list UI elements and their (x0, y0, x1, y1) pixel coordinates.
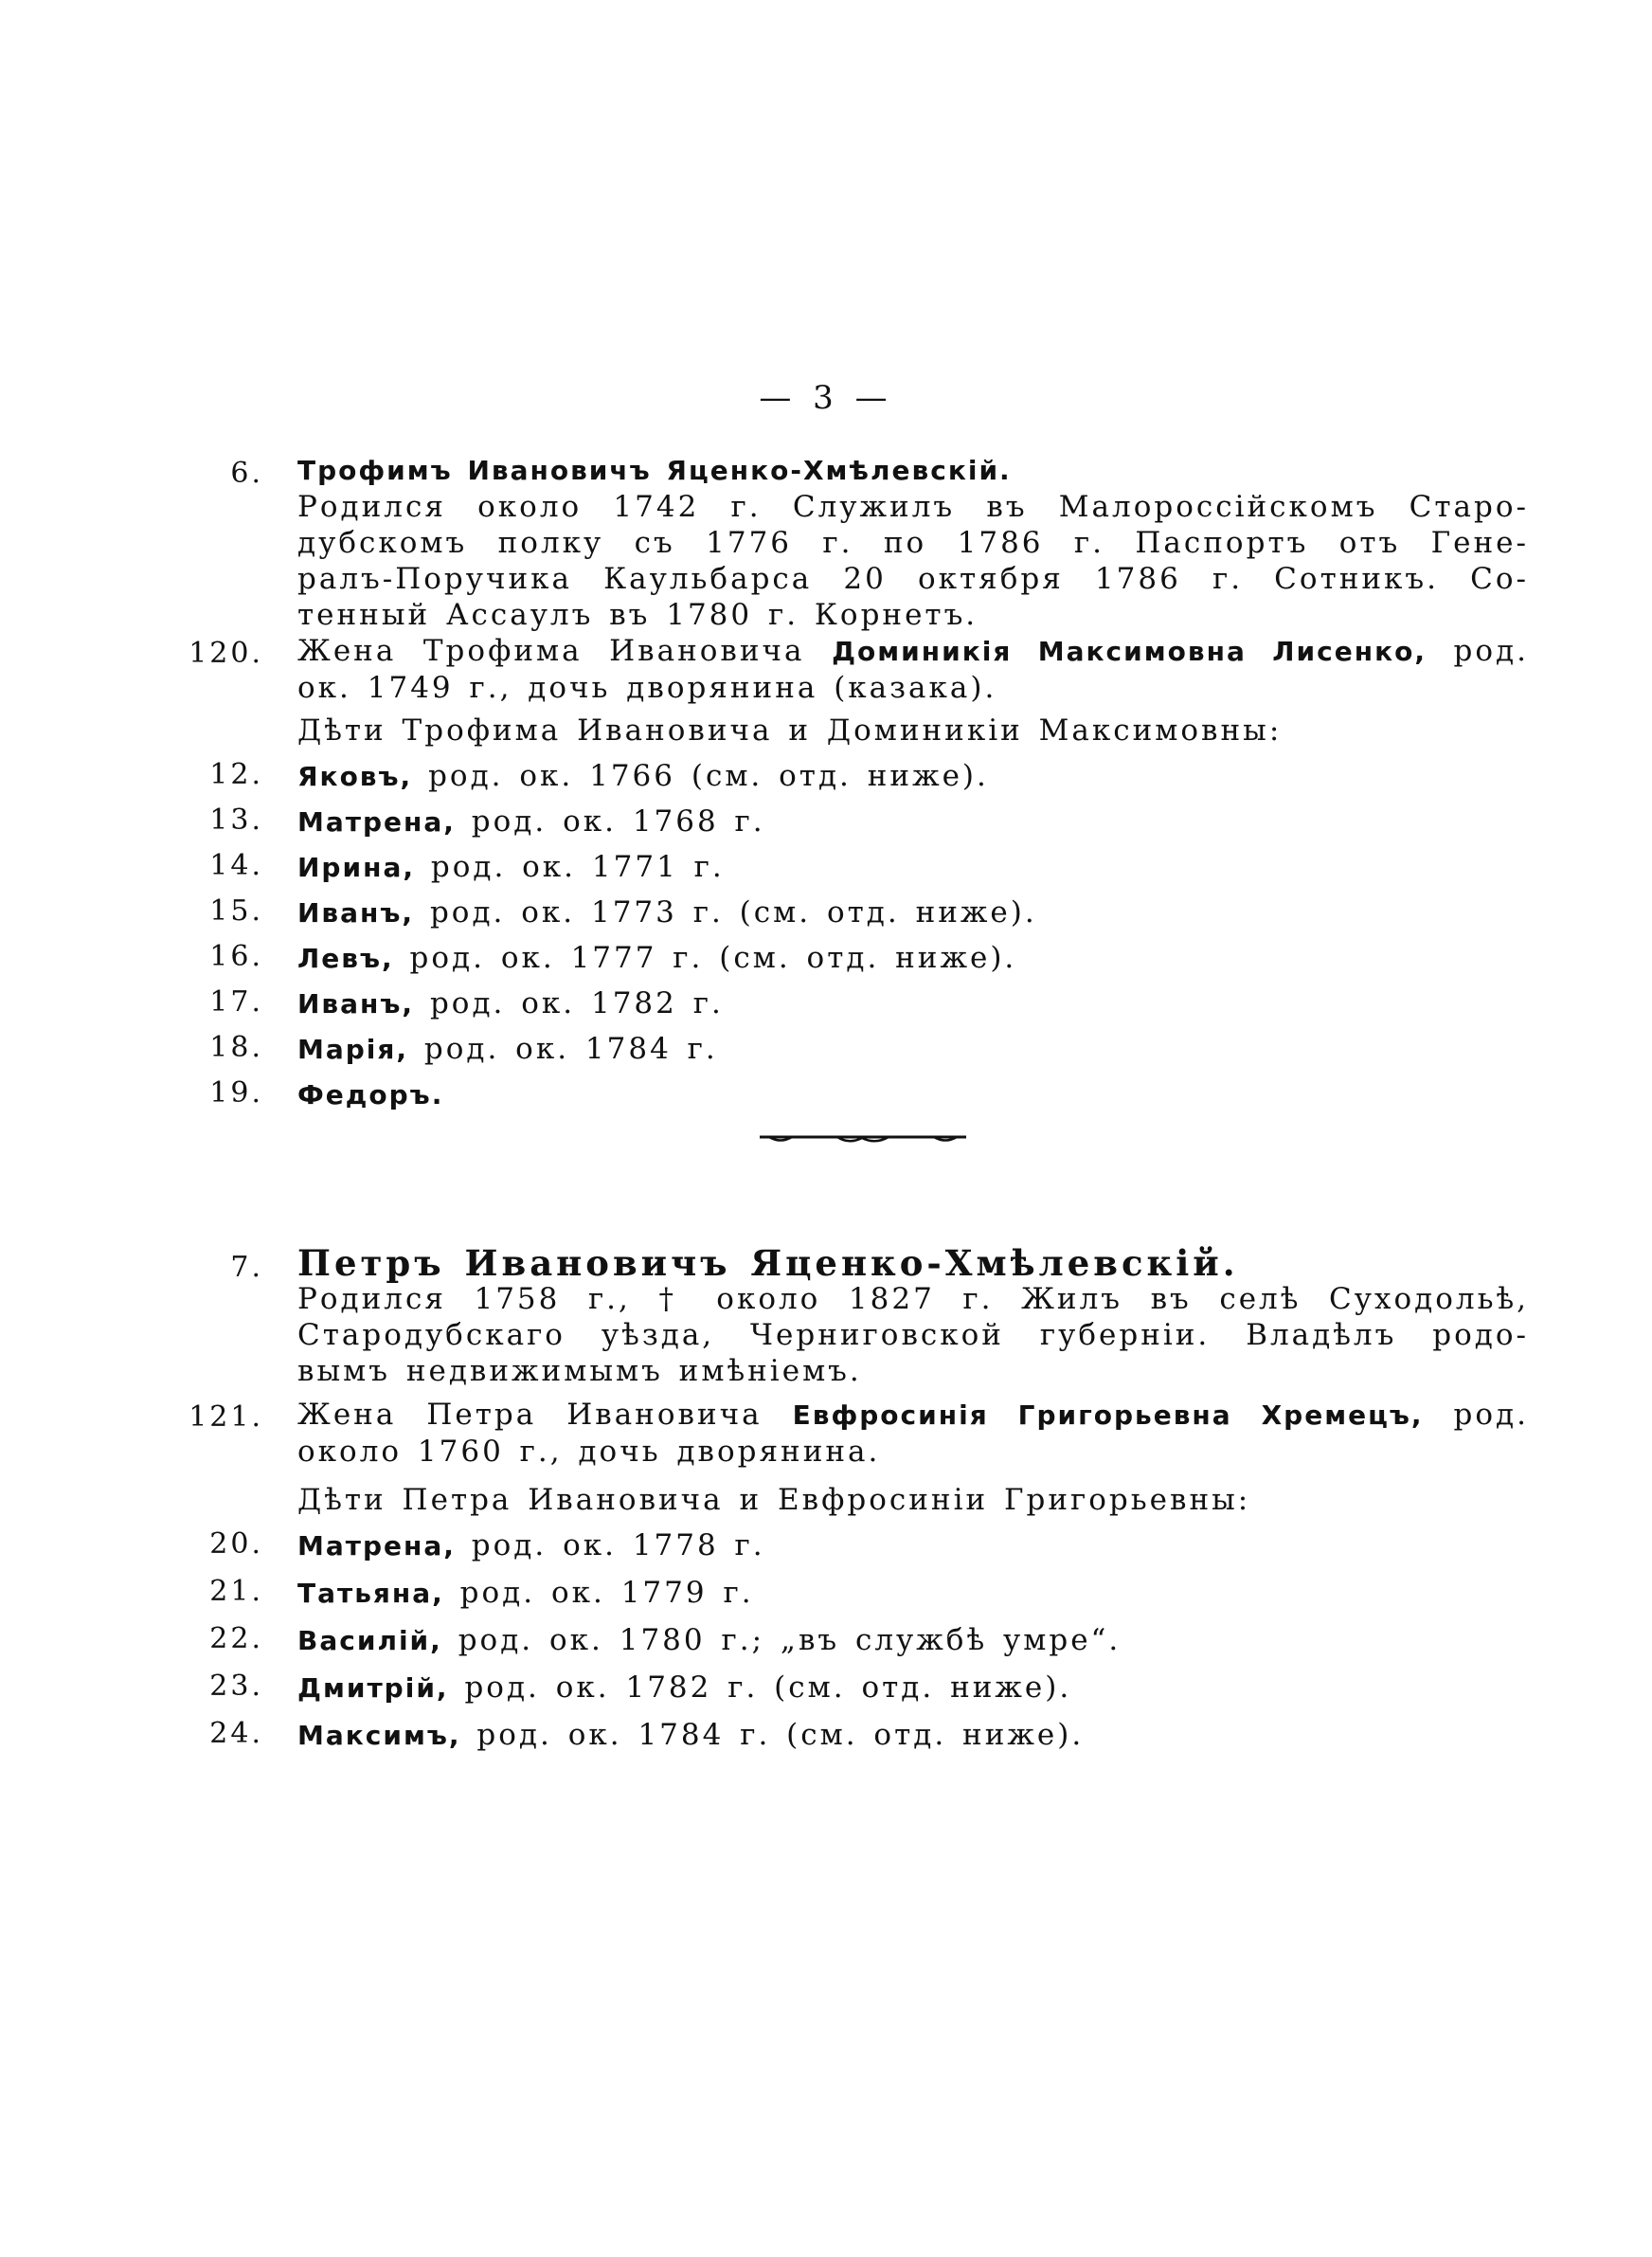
child-detail: род. ок. 1780 г.; „въ службѣ умре“. (458, 1623, 1122, 1657)
spouse-line-2: около 1760 г., дочь дворянина. (297, 1435, 881, 1469)
entry-number: 16. (209, 940, 263, 973)
children-heading: Дѣти Петра Ивановича и Евфросиніи Григорьевны: (297, 1483, 1251, 1517)
child-detail: род. ок. 1771 г. (430, 850, 725, 884)
child-detail: род. ок. 1784 г. (423, 1032, 718, 1066)
bio-line: Родился 1758 г., † около 1827 г. Жилъ въ селѣ Суходольѣ, (297, 1282, 1529, 1316)
spouse-name: Доминикія Максимовна Лисенко, (832, 636, 1427, 667)
entry-number: 121. (189, 1400, 263, 1434)
entry-body (297, 1242, 1529, 1389)
entry-body (297, 633, 1529, 706)
entry-body (297, 1397, 1529, 1470)
entry-number: 24. (209, 1717, 263, 1750)
list-item-text (297, 849, 1529, 886)
list-item-text (297, 1622, 1529, 1659)
child-detail: род. ок. 1768 г. (471, 804, 765, 839)
child-name: Матрена, (297, 806, 456, 838)
entry-number: 6. (230, 457, 263, 490)
entry-number: 7. (230, 1251, 263, 1284)
list-item-text (297, 1575, 1529, 1612)
children-heading: Дѣти Трофима Ивановича и Доминикіи Максимовны: (297, 713, 1283, 748)
entry-number: 19. (209, 1076, 263, 1110)
entry-body (297, 453, 1529, 633)
entry-number: 22. (209, 1622, 263, 1655)
list-item-text (297, 1717, 1529, 1754)
spouse-line-2: ок. 1749 г., дочь дворянина (казака). (297, 671, 997, 705)
bio-line: дубскомъ полку съ 1776 г. по 1786 г. Паспортъ отъ Гене- (297, 526, 1529, 560)
entry-number: 14. (209, 849, 263, 882)
spouse-prefix: Жена Петра Ивановича (297, 1398, 763, 1432)
list-item-text (297, 1670, 1529, 1706)
page-number: — 3 — (759, 379, 893, 417)
child-name: Матрена, (297, 1530, 456, 1562)
child-name: Марія, (297, 1034, 409, 1065)
child-detail: род. ок. 1778 г. (471, 1528, 765, 1562)
child-name: Яковъ, (297, 761, 413, 792)
entry-number: 20. (209, 1527, 263, 1561)
child-detail: род. ок. 1784 г. (см. отд. ниже). (476, 1718, 1085, 1752)
child-detail: род. ок. 1779 г. (459, 1576, 754, 1610)
list-item-text (297, 758, 1529, 795)
bio-line: тенный Ассаулъ въ 1780 г. Корнетъ. (297, 598, 979, 632)
person-name: Петръ Ивановичъ Яценко-Хмѣлевскій. (297, 1242, 1239, 1284)
child-name: Татьяна, (297, 1578, 444, 1609)
child-detail: род. ок. 1782 г. (см. отд. ниже). (464, 1670, 1072, 1705)
list-item-text (297, 1527, 1529, 1564)
person-name: Трофимъ Ивановичъ Яценко-Хмѣлевскій. (297, 455, 1012, 486)
child-detail: род. ок. 1782 г. (429, 986, 724, 1020)
spouse-line (297, 1397, 1529, 1434)
entry-number: 12. (209, 758, 263, 791)
entry-number: 15. (209, 894, 263, 928)
child-name: Дмитрій, (297, 1672, 449, 1704)
bio-line: Стародубскаго уѣзда, Черниговской губерніи. Владѣлъ родо- (297, 1318, 1529, 1352)
list-item-text (297, 1076, 1529, 1113)
child-detail: род. ок. 1773 г. (см. отд. ниже). (429, 895, 1037, 930)
ornament-divider-icon (758, 1134, 968, 1147)
child-detail: род. ок. 1766 (см. отд. ниже). (428, 759, 989, 793)
bio-line: ралъ-Поручика Каульбарса 20 октября 1786 г. Сотникъ. Со- (297, 562, 1529, 596)
child-name: Василій, (297, 1625, 442, 1656)
child-name: Иванъ, (297, 988, 415, 1020)
bio-line: Родился около 1742 г. Служилъ въ Малороссійскомъ Старо- (297, 490, 1529, 524)
child-name: Федоръ. (297, 1079, 444, 1110)
entry-number: 120. (189, 637, 263, 670)
spouse-name: Евфросинія Григорьевна Хремецъ, (792, 1399, 1424, 1431)
child-name: Левъ, (297, 943, 394, 974)
list-item-text (297, 803, 1529, 840)
entry-number: 21. (209, 1575, 263, 1608)
entry-number: 13. (209, 803, 263, 837)
bio-line: вымъ недвижимымъ имѣніемъ. (297, 1354, 862, 1388)
list-item-text (297, 940, 1529, 977)
spouse-suffix: род. (1453, 1398, 1529, 1432)
child-name: Максимъ, (297, 1720, 461, 1751)
entry-number: 18. (209, 1031, 263, 1064)
entry-number: 23. (209, 1670, 263, 1703)
entry-number: 17. (209, 985, 263, 1019)
list-item-text (297, 1031, 1529, 1068)
spouse-line (297, 633, 1529, 670)
spouse-suffix: род. (1453, 634, 1529, 668)
child-name: Иванъ, (297, 897, 415, 929)
spouse-prefix: Жена Трофима Ивановича (297, 634, 805, 668)
child-name: Ирина, (297, 852, 415, 883)
list-item-text (297, 894, 1529, 931)
list-item-text (297, 985, 1529, 1022)
child-detail: род. ок. 1777 г. (см. отд. ниже). (409, 941, 1017, 975)
